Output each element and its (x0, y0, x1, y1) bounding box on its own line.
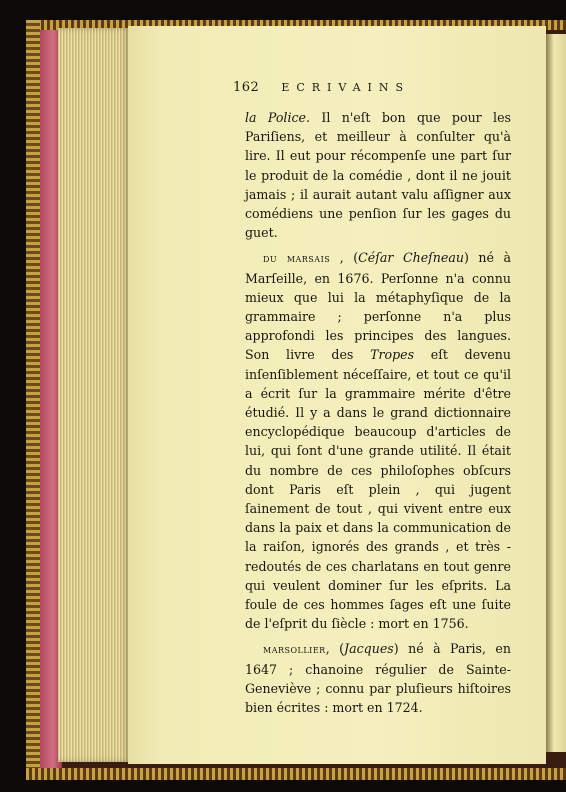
running-title: ECRIVAINS (281, 81, 411, 94)
gilt-border-bottom (26, 768, 566, 780)
book-title: Tropes (370, 347, 415, 363)
facing-page-edge (546, 34, 566, 752)
text-segment: eſt devenu inſenſiblement néceſſaire, et tout ce qu'il a écrit ſur la grammaire mérite d'être étudié. Il y a dans le grand dictionnaire encyclopédique beaucoup d'articles de lui, qui ſont d'une grande utilité. Il était du nombre de ces philoſophes obſcurs dont Paris eſt plein , qui jugent ſainement de tout , qui vivent entre eux dans la paix et dans la communication de la raiſon, ignorés des grands , et très - redoutés de ces charlatans en tout genre qui veulent dominer ſur les eſprits. La foule de ces hommes ſages eſt une ſuite de l'eſprit du ſiècle : mort en 1756. (245, 347, 511, 632)
given-name: Jacques (344, 641, 394, 657)
text-segment: , ( (325, 641, 345, 657)
page-stack (58, 28, 130, 762)
entry-name: marsollier (263, 642, 326, 657)
given-name: Céſar Cheſneau (358, 250, 464, 266)
entry-name: du marsais (263, 251, 331, 266)
text-segment: la Police. (245, 110, 311, 125)
text-segment: ) né à Paris, en 1647 ; chanoine régulier de Sainte-Geneviève ; connu par pluſieurs hiſtoires bien écrites : mort en 1724. (245, 641, 511, 716)
text-segment: Il n'eſt bon que pour les Pariſiens, et meilleur à conſulter qu'à lire. Il eut pour récompenſe une part ſur le produit de la comédie , dont il ne jouit jamais ; il aurait autant valu aſſigner aux comédiens une penſion ſur les gages du guet. (245, 110, 512, 241)
paragraph-entry-du-marsais (245, 248, 511, 633)
paragraph-1 (245, 108, 511, 242)
gilt-border-left (26, 20, 40, 780)
text-segment: , ( (330, 250, 359, 266)
text-segment: ) né à Marſeille, en 1676. Perſonne n'a connu mieux que lui la métaphyſique de la grammaire ; perſonne n'a plus approfondi les principes des langues. Son livre des (245, 250, 512, 363)
page-body (245, 108, 511, 717)
running-header (233, 80, 447, 102)
paragraph-entry-marsollier (245, 639, 511, 717)
page-number: 162 (233, 80, 260, 95)
